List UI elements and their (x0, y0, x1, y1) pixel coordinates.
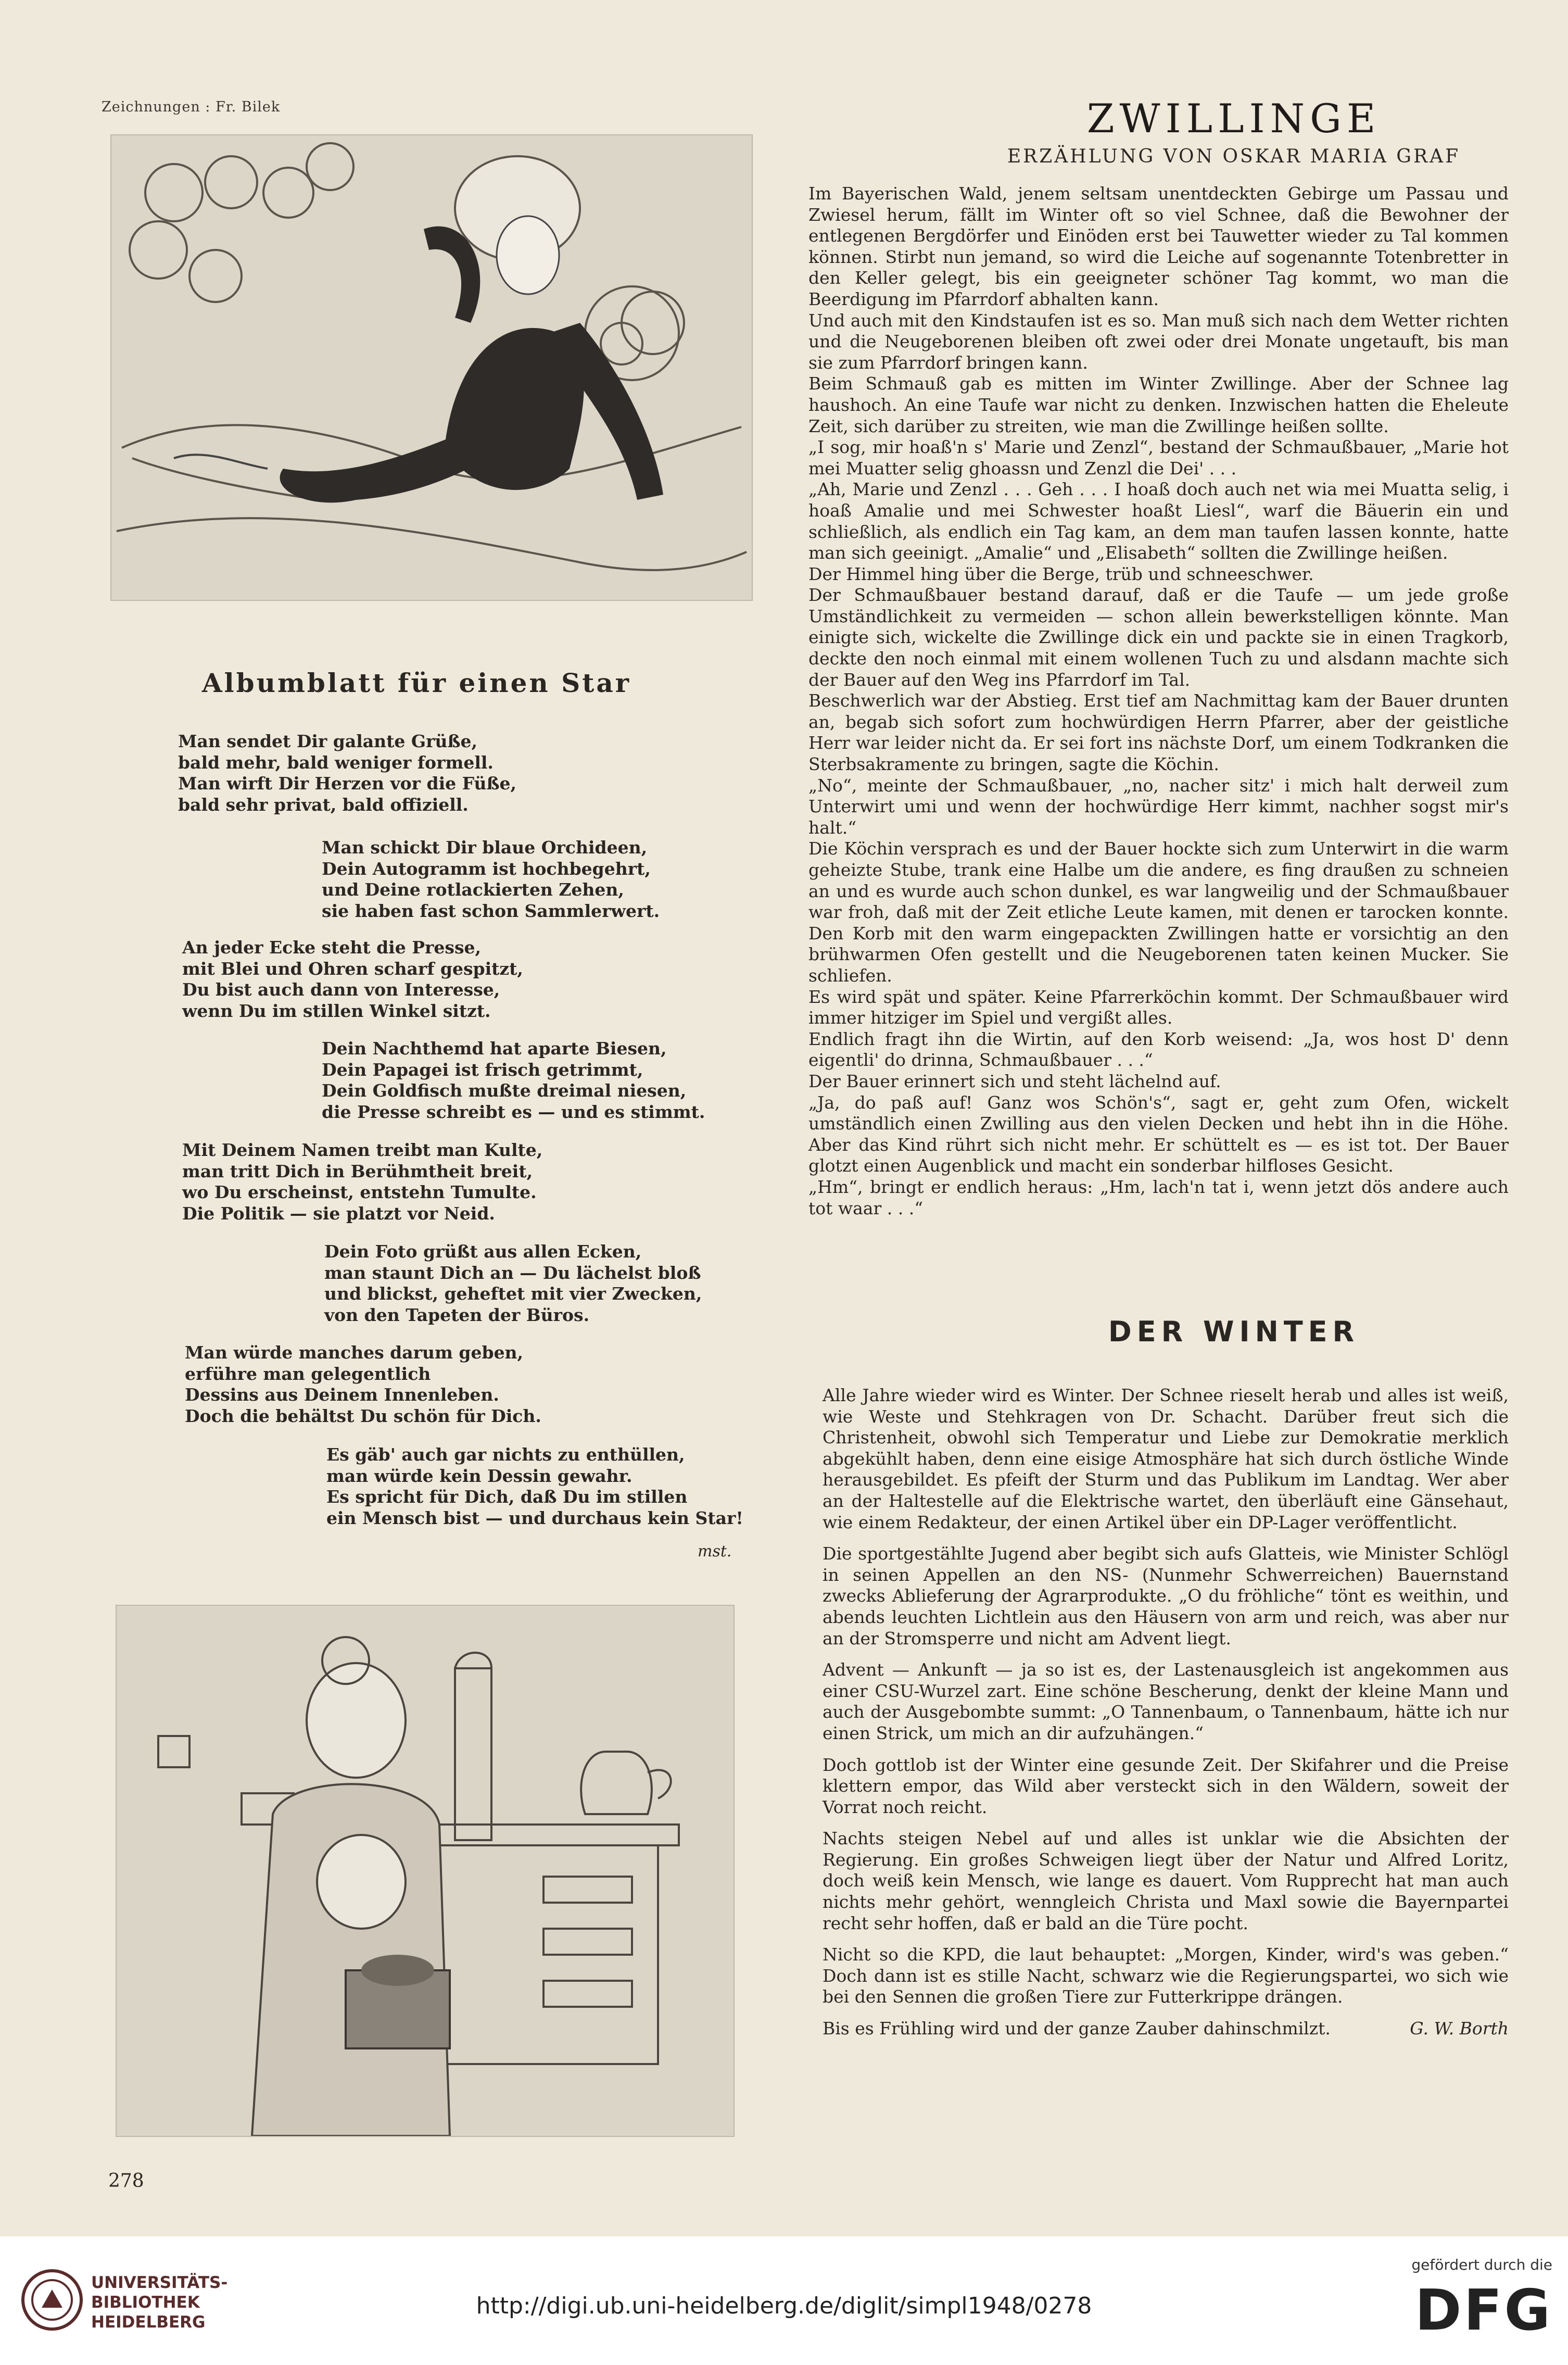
poem-stanza (178, 731, 516, 815)
poem-line: bald mehr, bald weniger formell. (178, 752, 494, 773)
page-number: 278 (108, 2170, 144, 2192)
story-paragraph: Beschwerlich war der Abstieg. Erst tief am Nachmittag kam der Bauer drunten an, begab sich sofort zum hochwürdigen Herrn Pfarrer, aber der geistliche Herr war leider nicht da. Er sei fort ins nächste Dorf, um einem Todkranken die Sterbsakramente zu bringen, sagte die Köchin. (808, 690, 1509, 775)
story-paragraph: „Hm“, bringt er endlich heraus: „Hm, lach'n tat i, wenn jetzt dös andere auch tot waar . . .“ (808, 1176, 1509, 1218)
poem-line: Man sendet Dir galante Grüße, (178, 731, 478, 751)
story-paragraph: „I sog, mir hoaß'n s' Marie und Zenzl“, bestand der Schmaußbauer, „Marie hot mei Muatter selig ghoassn und Zenzl die Dei' . . . (808, 437, 1509, 479)
illustration-credit: Zeichnungen : Fr. Bilek (102, 99, 281, 115)
poem-line: die Presse schreibt es — und es stimmt. (322, 1101, 705, 1122)
poem-stanza (326, 1444, 743, 1529)
winter-author: G. W. Borth (1410, 2018, 1509, 2039)
poem-line: wenn Du im stillen Winkel sitzt. (182, 1000, 491, 1021)
story-body (808, 183, 1509, 1219)
story-title: ZWILLINGE (1086, 95, 1381, 142)
poem-line: An jeder Ecke steht die Presse, (182, 937, 482, 958)
winter-paragraph: Alle Jahre wieder wird es Winter. Der Schnee rieselt herab und alles ist weiß, wie Weste und Stehkragen von Dr. Schacht. Darüber freut sich die Christenheit, obwohl sich Temperatur und Liebe zur Demokratie merklich abgekühlt haben, denn eine eisige Atmosphäre hat sich durch östliche Winde herausgebildet. Es pfeift der Sturm und das Publikum im Landtag. Wer aber an der Haltestelle auf die Elektrische wartet, den überläuft eine Gänsehaut, wie einem Redakteur, der einen Artikel über ein DP-Lager veröffentlicht. (823, 1385, 1509, 1532)
poem-line: sie haben fast schon Sammlerwert. (322, 900, 660, 921)
poem-line: Man wirft Dir Herzen vor die Füße, (178, 773, 517, 794)
story-subtitle: ERZÄHLUNG VON OSKAR MARIA GRAF (1007, 146, 1461, 167)
winter-paragraph: Advent — Ankunft — ja so ist es, der Lastenausgleich ist angekommen aus einer CSU-Wurzel zart. Eine schöne Bescherung, denkt der kleine Mann und auch der Ausgebombte summt: „O Tannenbaum, o Tannenbaum, hätte ich nur einen Strick, um mich an dir aufzuhängen.“ (823, 1659, 1509, 1743)
poem-line: man tritt Dich in Berühmtheit breit, (182, 1161, 533, 1181)
poem-line: Du bist auch dann von Interesse, (182, 979, 500, 1000)
story-paragraph: Der Schmaußbauer bestand darauf, daß er die Taufe — um jede große Umständlichkeit zu vermeiden — schon allein bewerkstelligen könnte. Man einigte sich, wickelte die Zwillinge dick ein und packte sie in einen Tragkorb, deckte den noch einmal mit einem wollenen Tuch zu und alsdann machte sich der Bauer auf den Weg ins Pfarrdorf im Tal. (808, 585, 1509, 690)
poem-line: und blickst, geheftet mit vier Zwecken, (324, 1284, 702, 1304)
poem-stanza (185, 1342, 541, 1427)
story-paragraph: „No“, meinte der Schmaußbauer, „no, nacher sitz' i mich halt derweil zum Unterwirt umi und wenn der hochwürdige Herr kimmt, nachher sogst mir's halt.“ (808, 775, 1509, 838)
winter-paragraph: Nachts steigen Nebel auf und alles ist unklar wie die Absichten der Regierung. Ein großes Schweigen liegt über der Natur und Alfred Loritz, doch weiß kein Mensch, wie lange es dauert. Vom Rupprecht hat man auch nichts mehr gehört, wenngleich Christa und Maxl sowie die Bayernpartei recht sehr hoffen, daß er bald an die Türe pocht. (823, 1828, 1509, 1933)
winter-title: DER WINTER (1108, 1315, 1360, 1348)
poem-line: Es gäb' auch gar nichts zu enthüllen, (326, 1444, 685, 1465)
poem-line: Doch die behältst Du schön für Dich. (185, 1405, 541, 1426)
poem-line: Mit Deinem Namen treibt man Kulte, (182, 1140, 543, 1160)
poem-line: man staunt Dich an — Du lächelst bloß (324, 1262, 701, 1283)
poem-line: Die Politik — sie platzt vor Neid. (182, 1203, 495, 1224)
winter-paragraph (823, 2018, 1509, 2040)
story-paragraph: Der Bauer erinnert sich und steht lächelnd auf. (808, 1071, 1221, 1091)
winter-paragraph: Die sportgestählte Jugend aber begibt sich aufs Glatteis, wie Minister Schlögl in seinen Appellen an den NS- (Nunmehr Schwerreichen) Bauernstand zwecks Ablieferung der Agrarprodukte. „O du fröhliche“ tönt es weithin, und abends leuchten Lichtlein aus den Häusern von arm und reich, was aber nur an der Stromsperre und nicht am Advent liegt. (823, 1543, 1509, 1649)
dfg-logo: DFG (1414, 2278, 1552, 2343)
poem-stanza (322, 837, 660, 922)
winter-closing-text: Bis es Frühling wird und der ganze Zauber dahinschmilzt. (823, 2018, 1331, 2039)
poem-line: ein Mensch bist — und durchaus kein Star! (326, 1507, 743, 1528)
source-url-link[interactable]: http://digi.ub.uni-heidelberg.de/diglit/simpl1948/0278 (476, 2293, 1092, 2319)
poem-line: Dein Nachthemd hat aparte Biesen, (322, 1038, 667, 1059)
poem-line: Dein Goldfisch mußte dreimal niesen, (322, 1080, 687, 1101)
story-paragraph: „Ah, Marie und Zenzl . . . Geh . . . I hoaß doch auch net wia mei Muatta selig, i hoaß Amalie und mei Schwester hoaßt Liesl“, warf die Bäuerin ein und schließlich, als endlich ein Tag kam, an dem man taufen lassen konnte, hatte man sich geeinigt. „Amalie“ und „Elisabeth“ sollten die Zwillinge heißen. (808, 479, 1509, 563)
poem-line: mit Blei und Ohren scharf gespitzt, (182, 958, 523, 979)
library-name-line: HEIDELBERG (91, 2313, 206, 2332)
poem-stanza (322, 1038, 705, 1123)
poem-line: Man schickt Dir blaue Orchideen, (322, 837, 648, 858)
poem-line: Dessins aus Deinem Innenleben. (185, 1385, 499, 1405)
poem-line: bald sehr privat, bald offiziell. (178, 794, 469, 815)
poem-signature: mst. (698, 1542, 732, 1561)
story-paragraph: „Ja, do paß auf! Ganz wos Schön's“, sagt er, geht zum Ofen, wickelt umständlich einen Zwilling aus den vielen Decken und hebt ihn in die Höhe. Aber das Kind rührt sich nicht mehr. Er schüttelt es — es ist tot. Der Bauer glotzt einen Augenblick und macht ein sonderbar hilfloses Gesicht. (808, 1092, 1509, 1176)
story-paragraph: Beim Schmauß gab es mitten im Winter Zwillinge. Aber der Schnee lag haushoch. An eine Taufe war nicht zu denken. Inzwischen hatten die Eheleute Zeit, sich darüber zu streiten, wie man die Zwillinge heißen sollte. (808, 373, 1509, 436)
library-name-line: UNIVERSITÄTS- (91, 2273, 228, 2292)
story-paragraph: Im Bayerischen Wald, jenem seltsam unentdeckten Gebirge um Passau und Zwiesel herum, fällt im Winter oft so viel Schnee, daß die Bewohner der entlegenen Bergdörfer und Einöden erst bei Tauwetter wieder zu Tal kommen können. Stirbt nun jemand, so wird die Leiche auf sogenannte Totenbretter in den Keller gelegt, bis ein geeigneter schöner Tag kommt, wo man die Beerdigung im Pfarrdorf abhalten kann. (808, 183, 1509, 309)
library-name-line: BIBLIOTHEK (91, 2293, 200, 2312)
poem-line: erführe man gelegentlich (185, 1363, 431, 1384)
poem-line: von den Tapeten der Büros. (324, 1304, 590, 1325)
poem-line: Man würde manches darum geben, (185, 1342, 524, 1363)
mother-illustration (116, 1605, 735, 2137)
winter-body (823, 1385, 1509, 2050)
poem-line: und Deine rotlackierten Zehen, (322, 879, 624, 900)
story-paragraph: Es wird spät und später. Keine Pfarrerköchin kommt. Der Schmaußbauer wird immer hitziger im Spiel und vergißt alles. (808, 986, 1509, 1028)
story-paragraph: Endlich fragt ihn die Wirtin, auf den Korb weisend: „Ja, wos host D' denn eigentli' do drinna, Schmaußbauer . . .“ (808, 1028, 1509, 1071)
story-paragraph: Die Köchin versprach es und der Bauer hockte sich zum Unterwirt in die warm geheizte Stube, trank eine Halbe um die andere, es fing draußen zu schneien an und es wurde auch schon dunkel, es war langweilig und der Schmaußbauer war froh, daß mit der Zeit etliche Leute kamen, mit denen er tarocken konnte. Den Korb mit den warm eingepackten Zwillingen hatte er vorsichtig an den brühwarmen Ofen gestellt und die Neugeborenen taten keinen Mucker. Sie schliefen. (808, 838, 1509, 986)
poem-line: Dein Autogramm ist hochbegehrt, (322, 858, 651, 879)
poem-title: Albumblatt für einen Star (201, 668, 631, 698)
funded-by-label: gefördert durch die (1411, 2256, 1552, 2273)
story-paragraph: Der Himmel hing über die Berge, trüb und schneeschwer. (808, 563, 1314, 584)
poem-line: Es spricht für Dich, daß Du im stillen (326, 1487, 688, 1507)
poem-line: wo Du erscheinst, entstehn Tumulte. (182, 1182, 537, 1202)
poem-stanza (324, 1241, 702, 1326)
story-paragraph: Und auch mit den Kindstaufen ist es so. Man muß sich nach dem Wetter richten und die Neugeborenen bleiben oft zwei oder drei Monate ungetauft, bis man sie zum Pfarrdorf bringen kann. (808, 310, 1509, 373)
poem-stanza (182, 1140, 542, 1224)
poem-stanza (182, 937, 523, 1022)
digitization-footer (0, 2236, 1568, 2365)
poem-line: Dein Foto grüßt aus allen Ecken, (324, 1241, 642, 1262)
poem-line: Dein Papagei ist frisch getrimmt, (322, 1059, 643, 1080)
poem-line: man würde kein Dessin gewahr. (326, 1465, 633, 1486)
winter-paragraph: Nicht so die KPD, die laut behauptet: „Morgen, Kinder, wird's was geben.“ Doch dann ist es stille Nacht, schwarz wie die Regierungspartei, wo sich wie bei den Sennen die großen Tiere zur Futterkrippe drängen. (823, 1944, 1509, 2007)
winter-paragraph: Doch gottlob ist der Winter eine gesunde Zeit. Der Skifahrer und die Preise klettern empor, das Wild aber versteckt sich in den Wäldern, soweit der Vorrat noch reicht. (823, 1754, 1509, 1817)
star-illustration (110, 134, 753, 601)
